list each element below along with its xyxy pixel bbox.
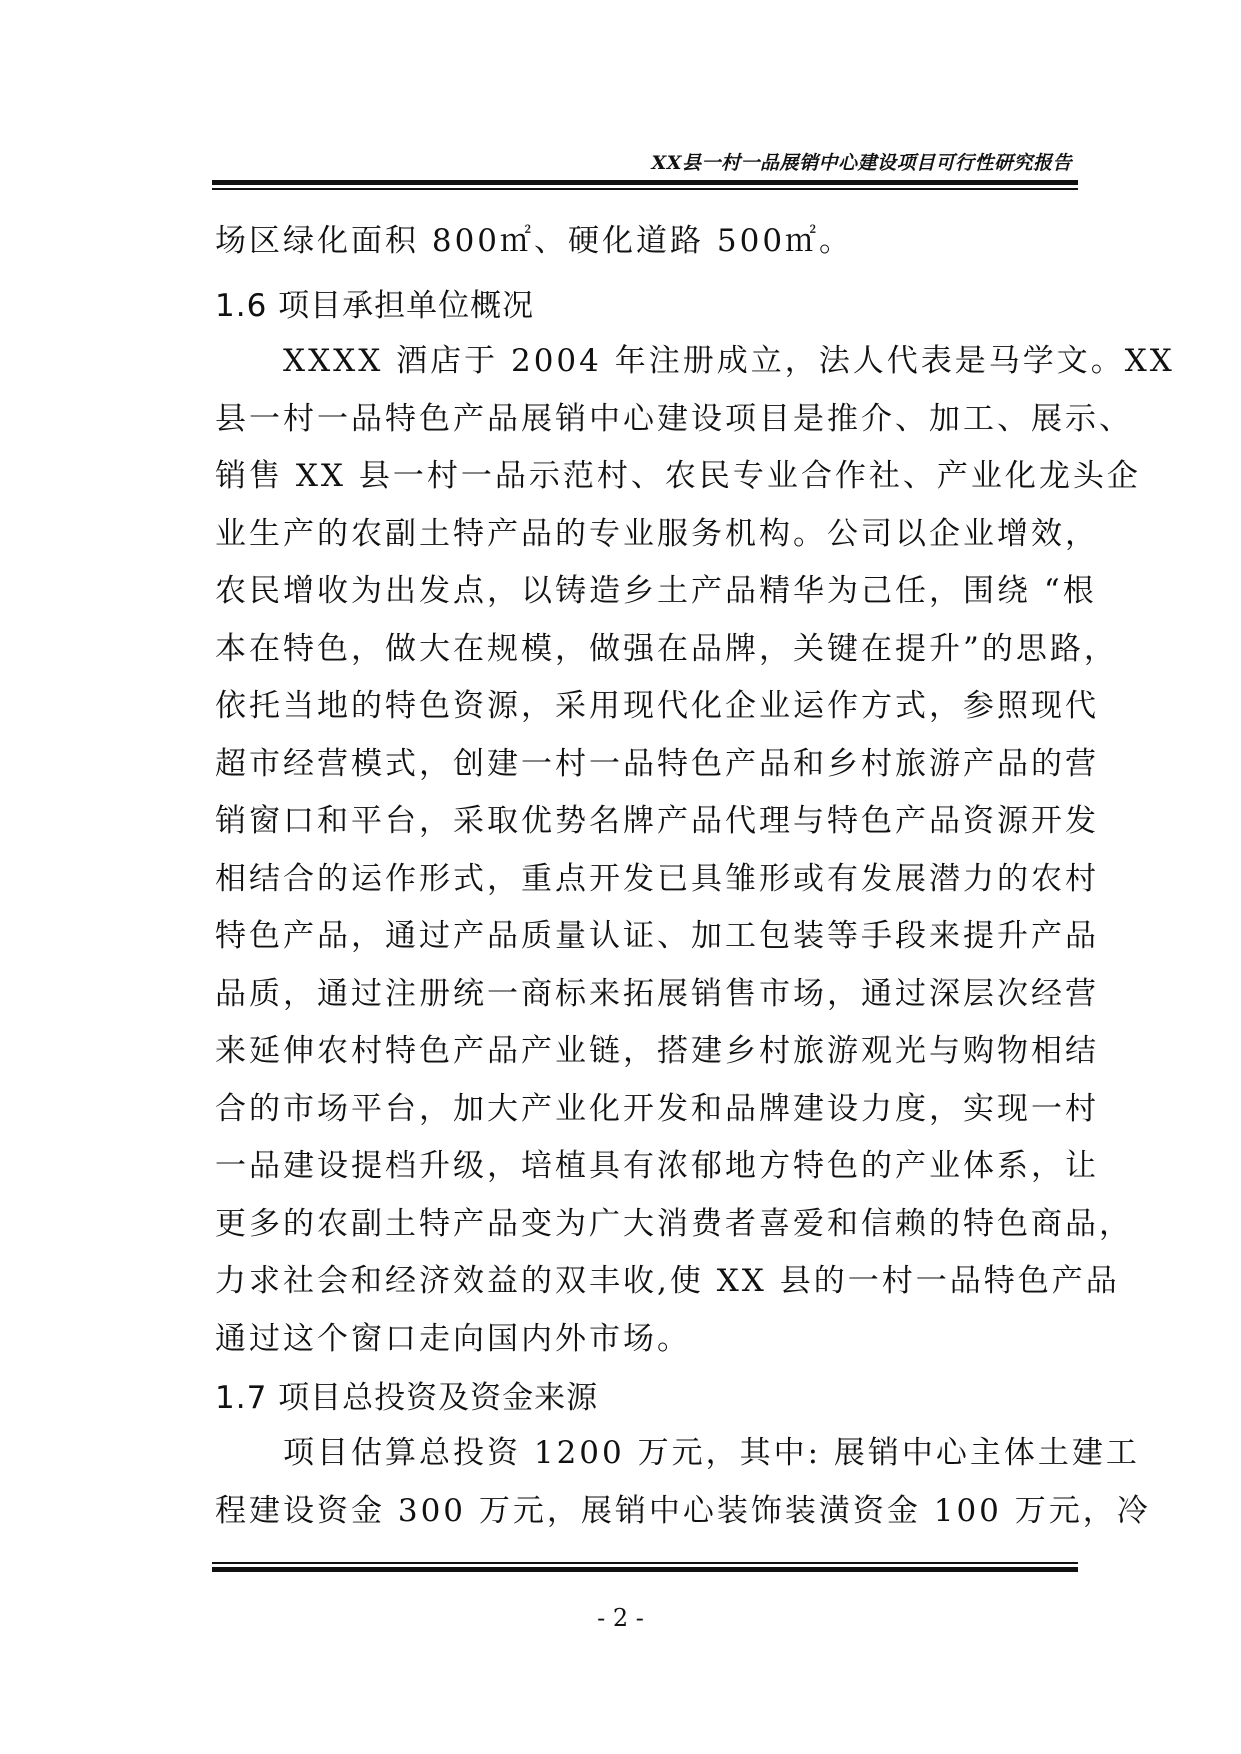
paragraph-line: 合的市场平台，加大产业化开发和品牌建设力度，实现一村 <box>215 1090 1099 1127</box>
paragraph-line: 本在特色，做大在规模，做强在品牌，关键在提升”的思路， <box>215 630 1118 667</box>
paragraph-line: 依托当地的特色资源，采用现代化企业运作方式，参照现代 <box>215 688 1099 724</box>
paragraph-line: XXXX 酒店于 2004 年注册成立，法人代表是马学文。XX <box>283 343 1175 379</box>
paragraph-line: 更多的农副土特产品变为广大消费者喜爱和信赖的特色商品， <box>215 1205 1133 1242</box>
intro-line: 场区绿化面积 800㎡、硬化道路 500㎡。 <box>215 223 854 259</box>
paragraph-line: 农民增收为出发点，以铸造乡土产品精华为己任，围绕 “根 <box>215 573 1097 609</box>
footer-rule-thick <box>212 1567 1078 1572</box>
paragraph-line: 超市经营模式，创建一村一品特色产品和乡村旅游产品的营 <box>215 745 1099 782</box>
section-heading-1-7: 1.7 项目总投资及资金来源 <box>215 1380 599 1416</box>
running-header: XX县一村一品展销中心建设项目可行性研究报告 <box>651 152 1072 174</box>
paragraph-line: 业生产的农副土特产品的专业服务机构。公司以企业增效， <box>215 515 1099 552</box>
intro-paragraph <box>215 213 1077 271</box>
section-1-6-paragraph <box>215 333 1175 1368</box>
paragraph-line: 销售 XX 县一村一品示范村、农民专业合作社、产业化龙头企 <box>215 458 1141 494</box>
page-number: - 2 - <box>597 1604 644 1632</box>
header-rule-thick <box>212 180 1078 185</box>
paragraph-line: 相结合的运作形式，重点开发已具雏形或有发展潜力的农村 <box>215 860 1099 897</box>
paragraph-line: 特色产品，通过产品质量认证、加工包装等手段来提升产品 <box>215 918 1099 954</box>
paragraph-line: 通过这个窗口走向国内外市场。 <box>215 1320 691 1357</box>
paragraph-line: 县一村一品特色产品展销中心建设项目是推介、加工、展示、 <box>215 400 1133 437</box>
paragraph-line: 销窗口和平台，采取优势名牌产品代理与特色产品资源开发 <box>215 803 1099 839</box>
paragraph-line: 品质，通过注册统一商标来拓展销售市场，通过深层次经营 <box>215 975 1099 1012</box>
header-rule-thin <box>212 188 1078 190</box>
paragraph-line: 来延伸农村特色产品产业链，搭建乡村旅游观光与购物相结 <box>215 1033 1099 1069</box>
section-1-7-paragraph <box>215 1425 1151 1540</box>
paragraph-line: 力求社会和经济效益的双丰收,使 XX 县的一村一品特色产品 <box>215 1263 1120 1299</box>
footer-rule-thin <box>212 1562 1078 1564</box>
section-heading-1-6: 1.6 项目承担单位概况 <box>215 288 535 324</box>
paragraph-line: 一品建设提档升级，培植具有浓郁地方特色的产业体系，让 <box>215 1148 1099 1184</box>
paragraph-line: 程建设资金 300 万元，展销中心装饰装潢资金 100 万元，冷 <box>215 1492 1151 1529</box>
paragraph-line: 项目估算总投资 1200 万元，其中: 展销中心主体土建工 <box>283 1435 1140 1471</box>
